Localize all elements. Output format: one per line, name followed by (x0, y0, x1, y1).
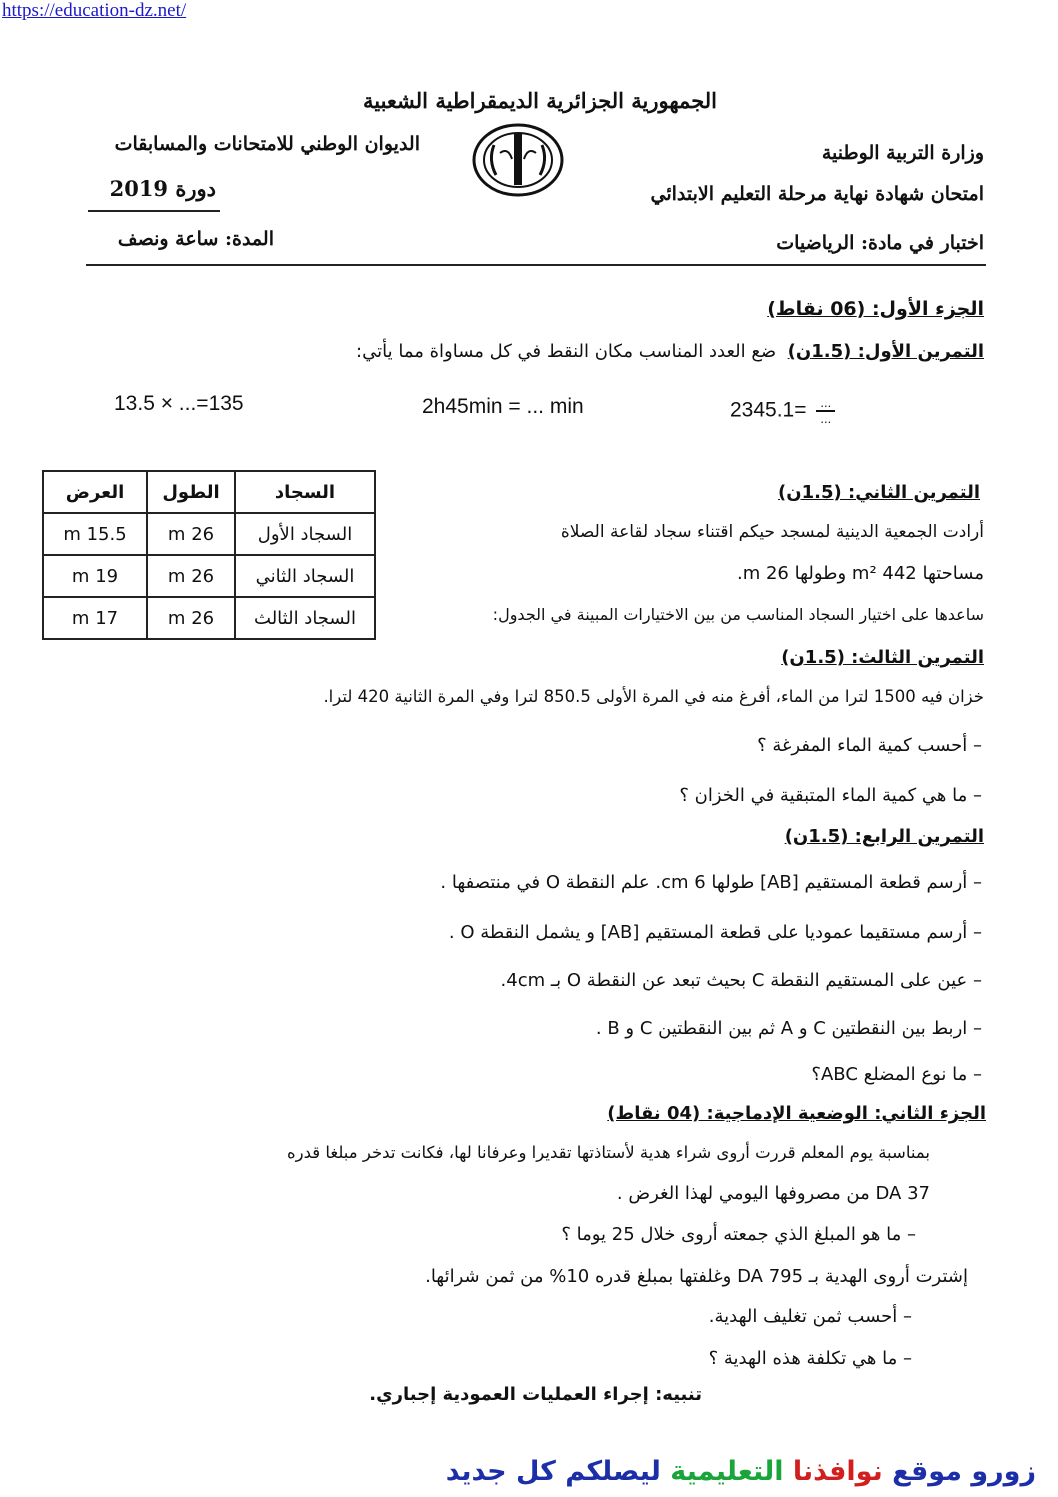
banner-word: ليصلكم كل جديد (445, 1456, 661, 1487)
part2-question1: – ما هو المبلغ الذي جمعته أروى خلال 25 يوما ؟ (561, 1224, 916, 1245)
table-cell: 19 m (43, 555, 147, 597)
table-header: الطول (147, 471, 235, 513)
site-banner[interactable] (446, 1456, 1036, 1487)
table-cell: 26 m (147, 555, 235, 597)
ex4-title: التمرين الرابع: (1.5ن) (784, 826, 984, 847)
ex3-line1: خزان فيه 1500 لترا من الماء، أفرغ منه في المرة الأولى 850.5 لترا وفي المرة الثانية 420 لترا. (323, 687, 984, 706)
ex1-instruction: ضع العدد المناسب مكان النقط في كل مساواة مما يأتي: (356, 341, 777, 362)
ex1-equation-c-fraction (816, 396, 835, 426)
table-row (43, 555, 375, 597)
header-divider (86, 264, 986, 266)
ministry-name: وزارة التربية الوطنية (821, 142, 984, 164)
part2-title: الجزء الثاني: الوضعية الإدماجية: (04 نقاط) (607, 1103, 986, 1124)
table-cell: 17 m (43, 597, 147, 639)
table-cell: السجاد الأول (235, 513, 375, 555)
carpets-table (42, 470, 376, 640)
table-cell: 26 m (147, 597, 235, 639)
ex1-equation-c (730, 396, 835, 426)
part2-question3: – ما هي تكلفة هذه الهدية ؟ (708, 1348, 912, 1369)
session-underline (88, 210, 220, 212)
table-header: العرض (43, 471, 147, 513)
ex3-question1: – أحسب كمية الماء المفرغة ؟ (757, 735, 982, 756)
table-cell: السجاد الثاني (235, 555, 375, 597)
table-row (43, 597, 375, 639)
source-link[interactable]: https://education-dz.net/ (2, 0, 187, 21)
ex4-question2: – أرسم مستقيما عموديا على قطعة المستقيم [AB] و يشمل النقطة O . (448, 922, 982, 943)
ex2-line2: مساحتها 442 m² وطولها 26 m. (736, 563, 984, 584)
ex4-question4: – اربط بين النقطتين C و A ثم بين النقطتين C و B . (595, 1018, 982, 1039)
ex1-equation-b: 2h45min = ... min (422, 395, 584, 418)
ex1-equation-a: 13.5 × ...=135 (114, 392, 244, 415)
part1-title: الجزء الأول: (06 نقاط) (767, 298, 984, 320)
ex1-equation-c-left: 2345.1= (730, 398, 807, 422)
table-row (43, 513, 375, 555)
banner-word: زورو (971, 1456, 1036, 1487)
part2-line1: بمناسبة يوم المعلم قررت أروى شراء هدية لأستاذتها تقديرا وعرفانا لها، فكانت تدخر مبلغا قدره (286, 1143, 930, 1162)
ex1-fraction-denominator: ... (820, 411, 832, 426)
ex3-title: التمرين الثالث: (1.5ن) (781, 647, 984, 668)
table-cell: السجاد الثالث (235, 597, 375, 639)
ex1-line (356, 341, 984, 362)
ex2-title: التمرين الثاني: (1.5ن) (778, 482, 980, 503)
ex1-title: التمرين الأول: (1.5ن) (787, 341, 984, 362)
duration: المدة: ساعة ونصف (117, 228, 274, 250)
table-header: السجاد (235, 471, 375, 513)
table-cell: 15.5 m (43, 513, 147, 555)
exam-office-emblem-icon (472, 123, 564, 197)
banner-word: نوافذنا (792, 1456, 883, 1487)
office-name: الديوان الوطني للامتحانات والمسابقات (114, 133, 420, 155)
table-cell: 26 m (147, 513, 235, 555)
banner-word: التعليمية (670, 1456, 784, 1487)
ex3-question2: – ما هي كمية الماء المتبقية في الخزان ؟ (679, 785, 982, 806)
ex4-question5: – ما نوع المضلع ABC؟ (811, 1064, 982, 1085)
ex4-question3: – عين على المستقيم النقطة C بحيث تبعد عن النقطة O بـ 4cm. (500, 970, 982, 991)
session: دورة 2019 (109, 176, 216, 201)
republic-title: الجمهورية الجزائرية الديمقراطية الشعبية (362, 88, 717, 113)
part2-line2: 37 DA من مصروفها اليومي لهذا الغرض . (616, 1183, 930, 1204)
ex2-line1: أرادت الجمعية الدينية لمسجد حيكم اقتناء سجاد لقاعة الصلاة (560, 522, 984, 542)
subject: اختبار في مادة: الرياضيات (776, 232, 984, 254)
table-header-row (43, 471, 375, 513)
exam-title: امتحان شهادة نهاية مرحلة التعليم الابتدائي (650, 183, 984, 205)
ex2-line3: ساعدها على اختيار السجاد المناسب من بين الاختيارات المبينة في الجدول: (492, 605, 984, 624)
part2-line3: إشترت أروى الهدية بـ 795 DA وغلفتها بمبلغ قدره 10% من ثمن شرائها. (425, 1266, 968, 1287)
ex4-question1: – أرسم قطعة المستقيم [AB] طولها 6 cm. علم النقطة O في منتصفها . (440, 872, 982, 893)
ex1-fraction-numerator: ... (816, 396, 835, 412)
part2-note: تنبيه: إجراء العمليات العمودية إجباري. (369, 1384, 702, 1405)
part2-question2: – أحسب ثمن تغليف الهدية. (708, 1306, 912, 1327)
banner-word: موقع (892, 1456, 962, 1487)
